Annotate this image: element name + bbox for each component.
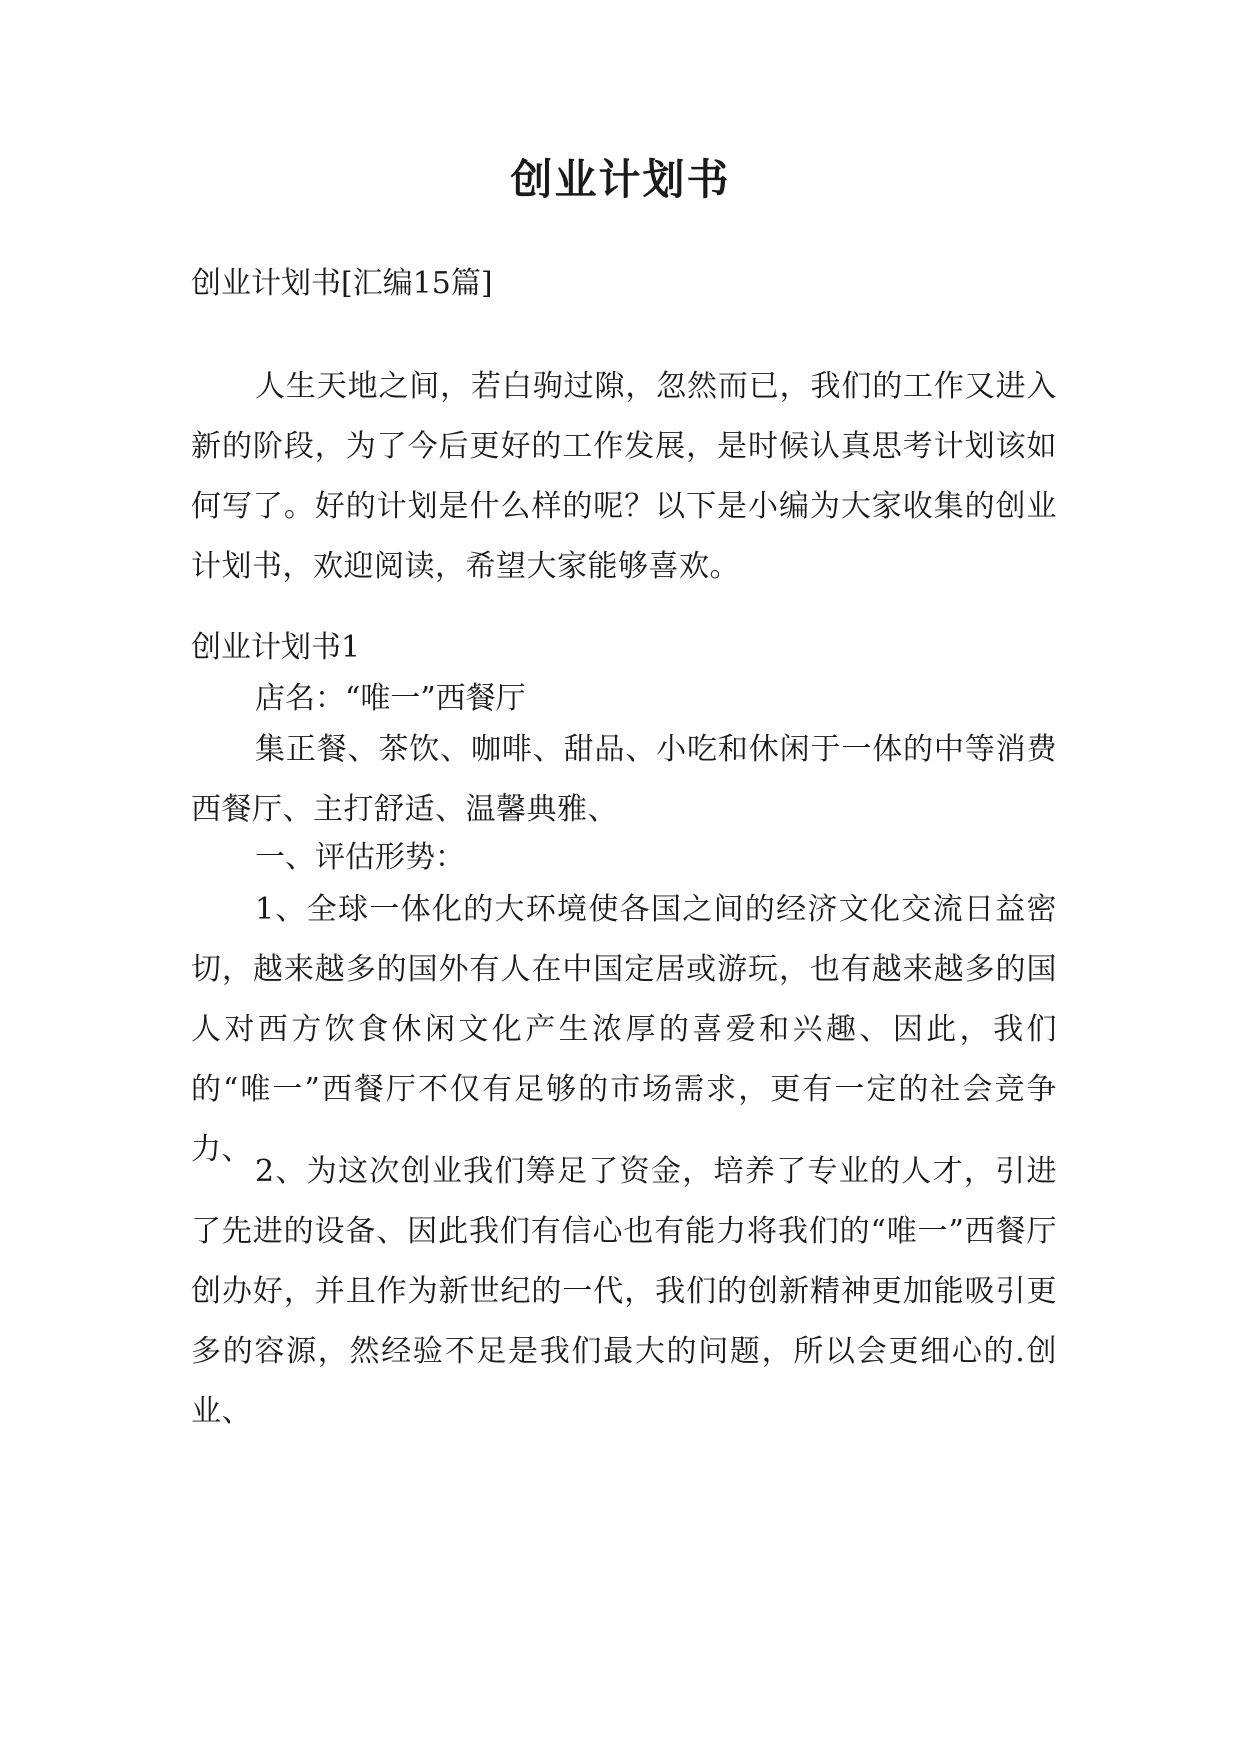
store-name-line: 店名：“唯一”西餐厅 [255,681,526,716]
section-heading: 创业计划书1 [191,630,361,665]
intro-paragraph: 人生天地之间，若白驹过隙，忽然而已，我们的工作又进入新的阶段，为了今后更好的工作发展，是时候认真思考计划该如何写了。好的计划是什么样的呢？以下是小编为大家收集的创业计划书，欢迎阅读，希望大家能够喜欢。 [191,369,1057,584]
assessment-subheading: 一、评估形势： [255,840,465,875]
point-2-paragraph: 2、为这次创业我们筹足了资金，培养了专业的人才，引进了先进的设备、因此我们有信心也有能力将我们的“唯一”西餐厅创办好，并且作为新世纪的一代，我们的创新精神更加能吸引更多的容源，然经验不足是我们最大的问题，所以会更细心的.创业、 [191,1154,1057,1429]
document-title: 创业计划书 [510,155,731,204]
point-1-paragraph: 1、全球一体化的大环境使各国之间的经济文化交流日益密切，越来越多的国外有人在中国定居或游玩，也有越来越多的国人对西方饮食休闲文化产生浓厚的喜爱和兴趣、因此，我们的“唯一”西餐厅不仅有足够的市场需求，更有一定的社会竞争力、 [191,892,1057,1167]
document-subtitle: 创业计划书[汇编15篇] [191,266,493,301]
description-paragraph: 集正餐、茶饮、咖啡、甜品、小吃和休闲于一体的中等消费西餐厅、主打舒适、温馨典雅、 [191,732,1057,827]
